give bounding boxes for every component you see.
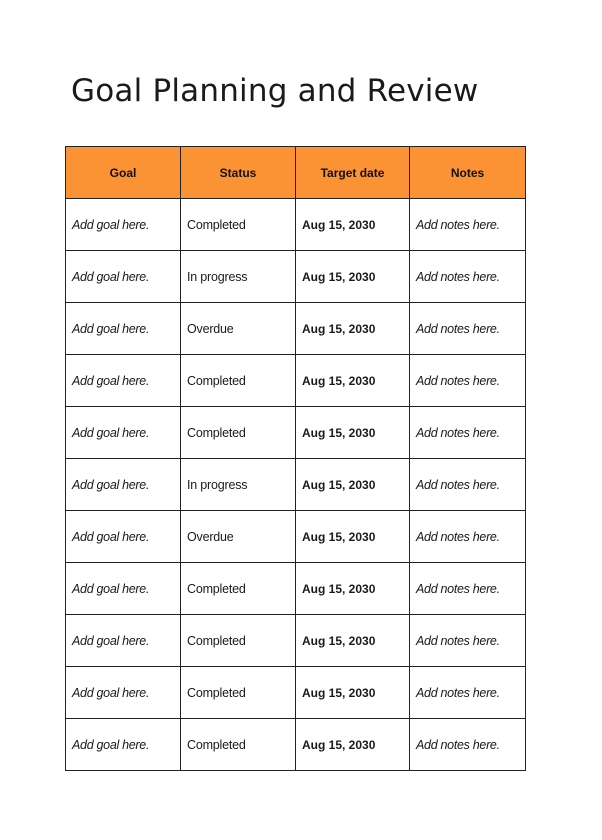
goal-cell[interactable]: Add goal here. [66, 407, 181, 459]
notes-cell[interactable]: Add notes here. [410, 511, 526, 563]
goal-cell[interactable]: Add goal here. [66, 199, 181, 251]
table-row [66, 407, 526, 459]
header-notes: Notes [410, 147, 526, 199]
target-date-cell[interactable]: Aug 15, 2030 [296, 303, 410, 355]
target-date-cell[interactable]: Aug 15, 2030 [296, 407, 410, 459]
status-cell[interactable]: Completed [181, 719, 296, 771]
target-date-cell[interactable]: Aug 15, 2030 [296, 511, 410, 563]
goal-cell[interactable]: Add goal here. [66, 563, 181, 615]
goal-table [65, 146, 526, 771]
header-target-date: Target date [296, 147, 410, 199]
notes-cell[interactable]: Add notes here. [410, 615, 526, 667]
status-cell[interactable]: Overdue [181, 511, 296, 563]
notes-cell[interactable]: Add notes here. [410, 459, 526, 511]
table-row [66, 251, 526, 303]
status-cell[interactable]: Completed [181, 199, 296, 251]
header-goal: Goal [66, 147, 181, 199]
table-row [66, 563, 526, 615]
goal-cell[interactable]: Add goal here. [66, 303, 181, 355]
target-date-cell[interactable]: Aug 15, 2030 [296, 199, 410, 251]
table-row [66, 355, 526, 407]
notes-cell[interactable]: Add notes here. [410, 407, 526, 459]
notes-cell[interactable]: Add notes here. [410, 667, 526, 719]
notes-cell[interactable]: Add notes here. [410, 355, 526, 407]
goal-cell[interactable]: Add goal here. [66, 615, 181, 667]
table-row [66, 511, 526, 563]
goal-cell[interactable]: Add goal here. [66, 719, 181, 771]
target-date-cell[interactable]: Aug 15, 2030 [296, 355, 410, 407]
target-date-cell[interactable]: Aug 15, 2030 [296, 563, 410, 615]
status-cell[interactable]: In progress [181, 459, 296, 511]
status-cell[interactable]: Overdue [181, 303, 296, 355]
table-row [66, 719, 526, 771]
table-row [66, 303, 526, 355]
goal-cell[interactable]: Add goal here. [66, 511, 181, 563]
status-cell[interactable]: Completed [181, 355, 296, 407]
table-header [66, 147, 526, 199]
header-row [66, 147, 526, 199]
notes-cell[interactable]: Add notes here. [410, 303, 526, 355]
goal-cell[interactable]: Add goal here. [66, 459, 181, 511]
notes-cell[interactable]: Add notes here. [410, 199, 526, 251]
page-title: Goal Planning and Review [71, 73, 479, 109]
goal-cell[interactable]: Add goal here. [66, 355, 181, 407]
status-cell[interactable]: In progress [181, 251, 296, 303]
table-row [66, 615, 526, 667]
notes-cell[interactable]: Add notes here. [410, 251, 526, 303]
status-cell[interactable]: Completed [181, 615, 296, 667]
target-date-cell[interactable]: Aug 15, 2030 [296, 251, 410, 303]
goal-cell[interactable]: Add goal here. [66, 251, 181, 303]
table-body [66, 199, 526, 771]
notes-cell[interactable]: Add notes here. [410, 719, 526, 771]
goal-cell[interactable]: Add goal here. [66, 667, 181, 719]
status-cell[interactable]: Completed [181, 667, 296, 719]
target-date-cell[interactable]: Aug 15, 2030 [296, 719, 410, 771]
status-cell[interactable]: Completed [181, 407, 296, 459]
target-date-cell[interactable]: Aug 15, 2030 [296, 459, 410, 511]
table-row [66, 459, 526, 511]
target-date-cell[interactable]: Aug 15, 2030 [296, 615, 410, 667]
status-cell[interactable]: Completed [181, 563, 296, 615]
notes-cell[interactable]: Add notes here. [410, 563, 526, 615]
header-status: Status [181, 147, 296, 199]
table-row [66, 667, 526, 719]
table-row [66, 199, 526, 251]
target-date-cell[interactable]: Aug 15, 2030 [296, 667, 410, 719]
